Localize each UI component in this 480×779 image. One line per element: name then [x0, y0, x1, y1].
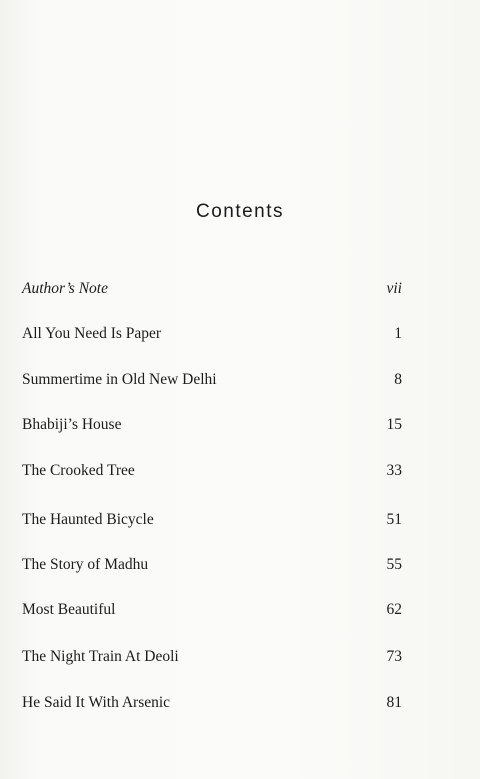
show-through-text: [245, 100, 249, 117]
toc-entry-page: 51: [386, 511, 402, 528]
toc-entry: [22, 692, 402, 714]
toc-entry-title: The Night Train At Deoli: [22, 648, 179, 665]
toc-entry: [22, 646, 402, 668]
toc-entry: [22, 278, 402, 300]
toc-entry-title: Bhabiji’s House: [22, 416, 122, 433]
toc-entry-title: All You Need Is Paper: [22, 325, 162, 342]
toc-entry-title: Most Beautiful: [22, 601, 116, 618]
toc-entry-title: The Haunted Bicycle: [22, 511, 154, 528]
toc-entry: [22, 460, 402, 482]
toc-entry-title: He Said It With Arsenic: [22, 694, 171, 711]
toc-entry-title: Summertime in Old New Delhi: [22, 371, 217, 388]
toc-entry-title: The Story of Madhu: [22, 556, 149, 573]
toc-entry: [22, 323, 402, 345]
toc-entry: [22, 554, 402, 576]
toc-entry-page: vii: [386, 280, 402, 297]
toc-entry-page: 81: [386, 694, 402, 711]
page-title: Contents: [195, 201, 285, 222]
toc-entry-title: Author’s Note: [22, 280, 108, 297]
toc-entry: [22, 509, 402, 531]
toc-entry: [22, 599, 402, 621]
toc-entry-page: 33: [386, 462, 402, 479]
toc-entry: [22, 414, 402, 436]
toc-entry-page: 8: [394, 371, 402, 388]
toc-entry-page: 62: [386, 601, 402, 618]
toc-entry-page: 1: [394, 325, 402, 342]
toc-entry-title: The Crooked Tree: [22, 462, 135, 479]
toc-entry-page: 73: [386, 648, 402, 665]
toc-entry-page: 55: [386, 556, 402, 573]
toc-entry-page: 15: [386, 416, 402, 433]
toc-entry: [22, 369, 402, 391]
